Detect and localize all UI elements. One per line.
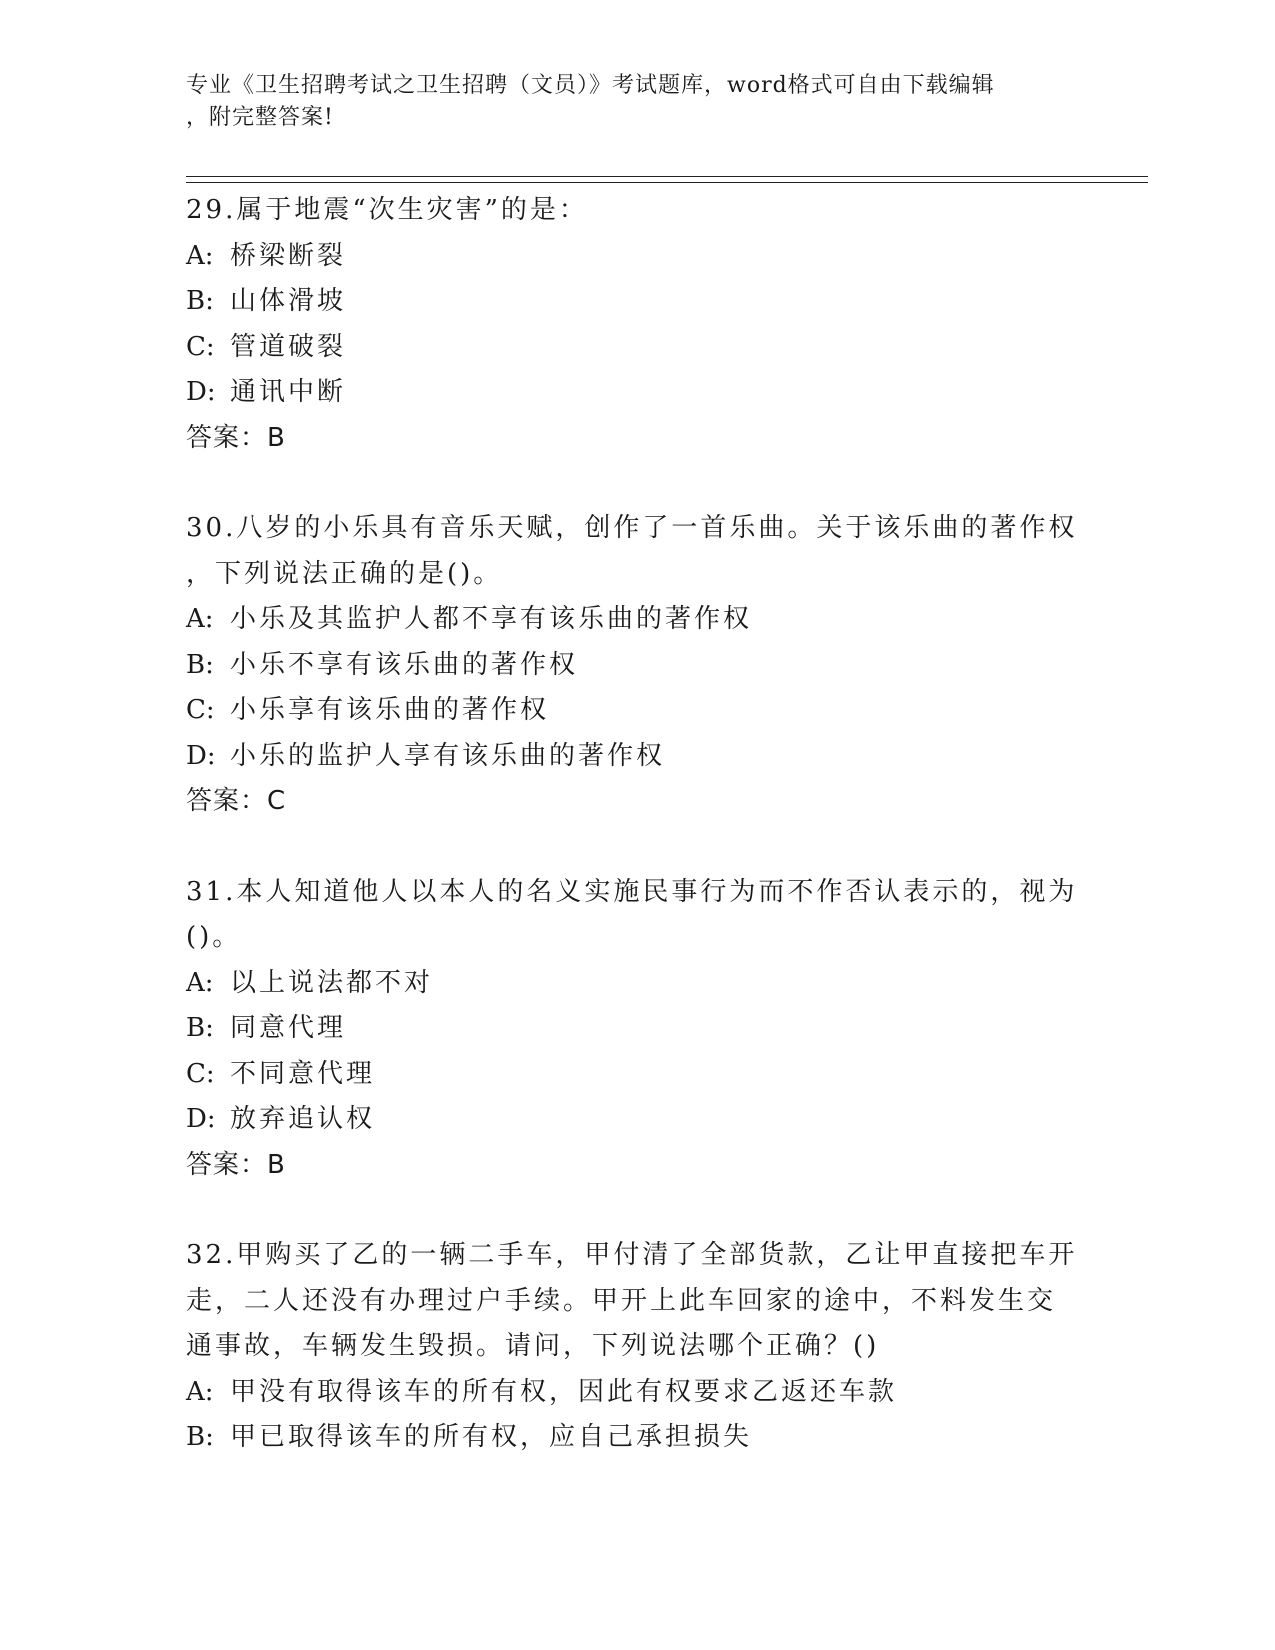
- option-text: 桥梁断裂: [230, 240, 347, 271]
- option-text: 小乐不享有该乐曲的著作权: [230, 649, 579, 680]
- option-a: [186, 234, 1086, 280]
- option-b: [186, 279, 1086, 325]
- question-text: 30.八岁的小乐具有音乐天赋，创作了一首乐曲。关于该乐曲的著作权: [186, 513, 1078, 543]
- question-list: [186, 188, 1086, 1461]
- option-key: B:: [186, 1013, 214, 1043]
- option-a: [186, 597, 1086, 643]
- option-key: D:: [186, 377, 216, 407]
- option-d: [186, 1097, 1086, 1143]
- option-b: [186, 643, 1086, 689]
- option-text: 管道破裂: [230, 331, 347, 362]
- option-key: A:: [186, 240, 214, 271]
- option-text: 山体滑坡: [230, 286, 347, 316]
- option-key: A:: [186, 1376, 214, 1407]
- option-key: C:: [186, 695, 215, 725]
- option-d: [186, 370, 1086, 416]
- document-header: [186, 70, 1066, 134]
- header-line-1: 专业《卫生招聘考试之卫生招聘（文员）》考试题库，word格式可自由下载编辑: [186, 73, 995, 98]
- question-text: 31.本人知道他人以本人的名义实施民事行为而不作否认表示的，视为: [186, 876, 1078, 907]
- answer-line: 答案：B: [186, 422, 286, 453]
- option-c: [186, 688, 1086, 734]
- header-line-2: ，附完整答案!: [186, 105, 334, 130]
- question-29: [186, 188, 1086, 461]
- question-text-cont: ()。: [186, 922, 242, 952]
- option-key: A:: [186, 604, 214, 634]
- question-gap: [186, 461, 1086, 506]
- answer-line: 答案：C: [186, 786, 287, 816]
- option-text: 小乐及其监护人都不享有该乐曲的著作权: [230, 604, 753, 634]
- option-key: D:: [186, 1104, 216, 1134]
- option-c: [186, 325, 1086, 371]
- option-b: [186, 1415, 1086, 1461]
- option-key: C:: [186, 331, 215, 362]
- question-gap: [186, 1188, 1086, 1233]
- option-text: 同意代理: [230, 1013, 347, 1043]
- option-text: 不同意代理: [230, 1058, 376, 1089]
- question-32: [186, 1233, 1086, 1461]
- option-key: D:: [186, 740, 216, 771]
- option-text: 通讯中断: [230, 377, 347, 407]
- question-text-cont: ，下列说法正确的是()。: [186, 558, 503, 589]
- option-d: [186, 734, 1086, 780]
- option-key: B:: [186, 1422, 214, 1452]
- option-text: 以上说法都不对: [230, 967, 434, 998]
- option-key: A:: [186, 967, 214, 998]
- option-text: 甲已取得该车的所有权，应自己承担损失: [230, 1422, 753, 1452]
- question-text-cont: 通事故，车辆发生毁损。请问，下列说法哪个正确？(): [186, 1331, 880, 1361]
- question-text-cont: 走，二人还没有办理过户手续。甲开上此车回家的途中，不料发生交: [186, 1285, 1057, 1316]
- option-c: [186, 1052, 1086, 1098]
- option-text: 放弃追认权: [230, 1104, 376, 1134]
- option-key: B:: [186, 649, 214, 680]
- question-text: 32.甲购买了乙的一辆二手车，甲付清了全部货款，乙让甲直接把车开: [186, 1240, 1078, 1270]
- option-text: 甲没有取得该车的所有权，因此有权要求乙返还车款: [230, 1376, 898, 1407]
- question-gap: [186, 825, 1086, 870]
- question-30: [186, 506, 1086, 825]
- option-text: 小乐享有该乐曲的著作权: [230, 695, 550, 725]
- option-a: [186, 1370, 1086, 1416]
- answer-line: 答案：B: [186, 1149, 286, 1180]
- option-key: B:: [186, 286, 214, 316]
- header-rule-top: [186, 176, 1148, 177]
- header-rule-bottom: [186, 182, 1148, 183]
- question-text: 29.属于地震“次生灾害”的是：: [186, 195, 588, 225]
- option-b: [186, 1006, 1086, 1052]
- option-key: C:: [186, 1058, 215, 1089]
- question-31: [186, 870, 1086, 1189]
- option-text: 小乐的监护人享有该乐曲的著作权: [230, 740, 666, 771]
- option-a: [186, 961, 1086, 1007]
